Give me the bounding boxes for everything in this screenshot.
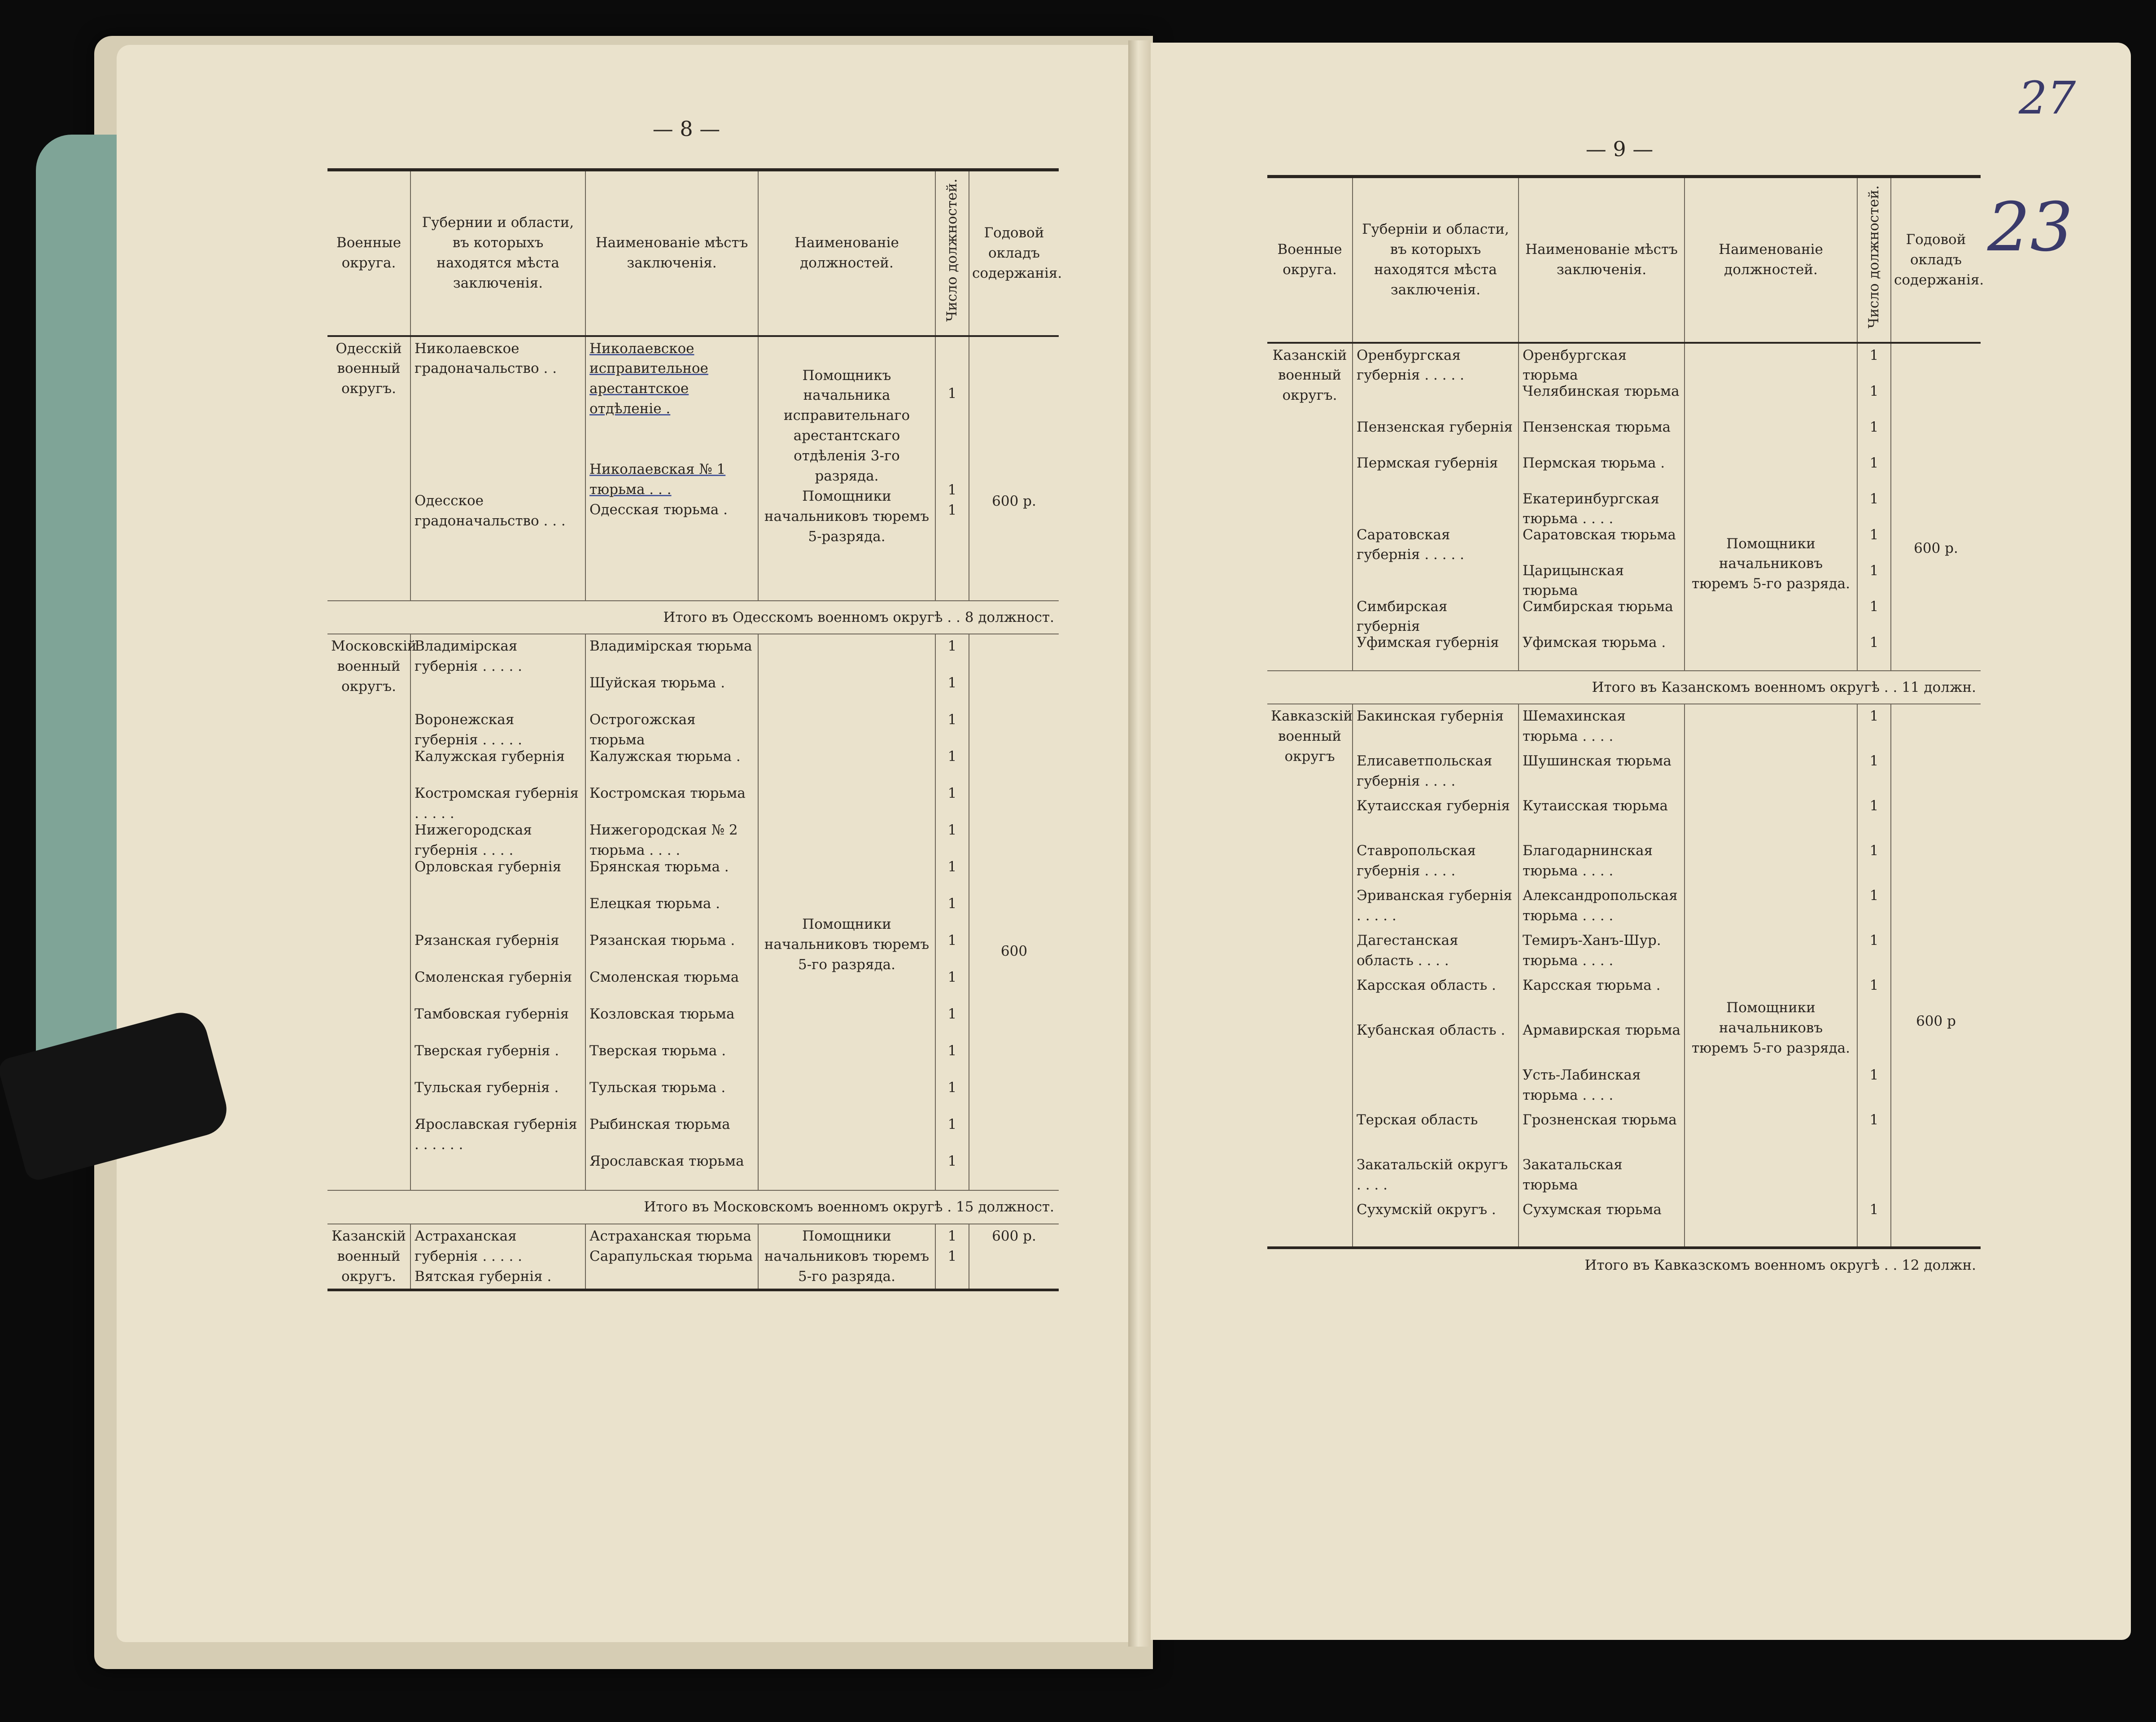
province-name: Воронежская губернія . . . . . <box>415 712 523 748</box>
place-cell <box>1519 343 1685 671</box>
prison-name: Смоленская тюрьма <box>589 969 739 986</box>
count-value: 1 <box>1869 526 1879 543</box>
prison-name: Усть-Лабинская тюрьма . . . . <box>1523 1067 1641 1104</box>
left-page-table <box>327 168 1062 1291</box>
count-value: 1 <box>1869 708 1879 725</box>
province-name: Ярославская губернія . . . . . . <box>415 1116 577 1153</box>
odessa-total: Итого въ Одесскомъ военномъ округѣ . . 8 должност. <box>327 601 1059 634</box>
province-name: Нижегородская губернія . . . . <box>415 822 532 859</box>
province-name: Ставропольская губернія . . . . <box>1357 843 1476 879</box>
count-value: 1 <box>947 675 957 691</box>
province-name: Саратовская губернія . . . . . <box>1357 526 1465 563</box>
prison-name: Александропольская тюрьма . . . . <box>1523 887 1678 924</box>
count-cell <box>1857 704 1891 1248</box>
header-districts: Военные округа. <box>327 170 410 336</box>
count-value: 1 <box>1869 753 1879 769</box>
prison-name: Костромская тюрьма <box>589 785 746 802</box>
count-value: 1 <box>1869 419 1879 435</box>
prison-name: Царицынская тюрьма <box>1523 562 1624 599</box>
count-value: 1 <box>1869 887 1879 904</box>
prison-name: Темиръ-Ханъ-Шур. тюрьма . . . . <box>1523 932 1661 969</box>
count-value: 1 <box>1869 455 1879 471</box>
count-value: 1 <box>1869 562 1879 579</box>
province-cell: Астраханская губернія . . . . . Вятская губернія . <box>410 1224 585 1290</box>
count-value <box>1861 1020 1887 1065</box>
page-number-left: — 8 — <box>652 117 720 141</box>
prison-name: Благодарнинская тюрьма . . . . <box>1523 843 1653 879</box>
province-name: Тульская губернія . <box>415 1080 559 1096</box>
handwritten-old-folio-number: 23 <box>1987 188 2073 267</box>
prison-name: Екатеринбургская тюрьма . . . . <box>1523 490 1659 527</box>
province-name <box>415 1151 581 1188</box>
salary-cell: 600 <box>969 634 1059 1190</box>
header-places: Наименованіе мѣстъ заключенія. <box>585 170 758 336</box>
prison-name: Закатальская тюрьма <box>1523 1157 1623 1193</box>
prison-name: Нижегородская № 2 тюрьма . . . . <box>589 822 738 859</box>
province-name: Закатальскій округъ . . . . <box>1357 1157 1508 1193</box>
prison-name: Пензенская тюрьма <box>1523 419 1671 435</box>
count-value: 1 <box>947 1006 957 1023</box>
province-name: Пензенская губернія <box>1357 419 1513 435</box>
prison-name: Козловская тюрьма <box>589 1006 735 1023</box>
province-name: Костромская губернія . . . . . <box>415 785 579 822</box>
province-cell: Николаевское градоначальство . . Одесское градоначальство . . . <box>410 336 585 601</box>
count-value: 1 <box>947 969 957 986</box>
count-value: 1 <box>947 785 957 802</box>
province-name: Елисаветпольская губернія . . . . <box>1357 753 1493 790</box>
province-name <box>1357 561 1514 597</box>
header-posts: Наименованіе должностей. <box>758 170 935 336</box>
book-gutter <box>1128 40 1151 1647</box>
header-provinces: Губернии и области, въ которыхъ находятся мѣста заключенія. <box>410 170 585 336</box>
province-name: Сухумскій округъ . <box>1357 1202 1496 1218</box>
count-value: 1 <box>1869 977 1879 994</box>
province-cell <box>410 634 585 1190</box>
province-name: Кутаисская губернія <box>1357 798 1510 814</box>
province-name <box>415 894 581 931</box>
prison-name: Тульская тюрьма . <box>589 1080 726 1096</box>
count-value: 1 <box>947 822 957 839</box>
right-page-table <box>1267 175 1984 1282</box>
post-cell: Помощники начальниковъ тюремъ 5-го разряда. <box>1685 704 1857 1248</box>
prison-name: Брянская тюрьма . <box>589 859 729 875</box>
header-places: Наименованіе мѣстъ заключенія. <box>1519 177 1685 343</box>
moscow-total: Итого въ Московскомъ военномъ округѣ . 15 должност. <box>327 1190 1059 1224</box>
province-name: Тамбовская губернія <box>415 1006 569 1023</box>
count-value: 1 <box>947 748 957 765</box>
count-value: 1 <box>947 1116 957 1133</box>
count-value: 1 <box>1869 932 1879 949</box>
district-cell: Кавказскій военный округъ <box>1267 704 1353 1248</box>
post-cell: Помощники начальниковъ тюремъ 5-го разряда. <box>1685 343 1857 671</box>
province-name <box>415 673 581 710</box>
salary-cell: 600 р. <box>969 336 1059 601</box>
district-cell: Московскій военный округъ. <box>331 638 417 695</box>
prison-name: Саратовская тюрьма <box>1523 526 1676 543</box>
count-cell: 1 1 <box>935 1224 969 1290</box>
prison-name: Уфимская тюрьма . <box>1523 634 1666 651</box>
header-salary: Годовой окладъ содержанія. <box>969 170 1059 336</box>
count-value: 1 <box>1869 490 1879 507</box>
prison-name: Челябинская тюрьма <box>1523 383 1680 399</box>
prison-name: Калужская тюрьма . <box>589 748 741 765</box>
province-name: Пермская губернія <box>1357 455 1498 471</box>
count-value: 1 <box>947 896 957 912</box>
province-name: Терская область <box>1357 1112 1478 1128</box>
post-cell: Помощники начальниковъ тюремъ 5-го разряда. <box>758 634 935 1190</box>
salary-cell: 600 р. <box>1891 343 1981 671</box>
prison-name: Шуйская тюрьма . <box>589 675 725 691</box>
post-cell: Помощникъ начальника исправительнаго арестантскаго отдѣленія 3-го разряда. Помощники начальниковъ тюремъ 5-разряда. <box>758 336 935 601</box>
prison-name: Кутаисская тюрьма <box>1523 798 1668 814</box>
post-cell: Помощники начальниковъ тюремъ 5-го разряда. <box>758 1224 935 1290</box>
handwritten-folio-number: 27 <box>2019 72 2076 124</box>
count-value: 1 <box>947 1080 957 1096</box>
count-value: 1 <box>1869 843 1879 859</box>
salary-cell: 600 р. <box>969 1224 1059 1290</box>
province-cell <box>1353 343 1519 671</box>
province-name: Рязанская губернія <box>415 932 559 949</box>
place-cell <box>1519 704 1685 1248</box>
count-value: 1 <box>1869 1067 1879 1084</box>
province-name: Уфимская губернія <box>1357 634 1499 651</box>
prison-name: Рязанская тюрьма . <box>589 932 735 949</box>
count-value: 1 <box>947 859 957 875</box>
caucasus-total: Итого въ Кавказскомъ военномъ округѣ . . 12 должн. <box>1267 1248 1981 1282</box>
prison-name: Рыбинская тюрьма <box>589 1116 730 1133</box>
header-salary: Годовой окладъ содержанія. <box>1891 177 1981 343</box>
count-value: 1 <box>1869 383 1879 399</box>
province-name: Карсская область . <box>1357 977 1496 994</box>
province-name <box>1357 381 1514 417</box>
header-districts: Военные округа. <box>1267 177 1353 343</box>
prison-name: Шушинская тюрьма <box>1523 753 1672 769</box>
count-value: 1 <box>1869 634 1879 651</box>
district-cell: Казанскій военный округъ. <box>1272 347 1347 404</box>
place-cell: Астраханская тюрьма Сарапульская тюрьма <box>585 1224 758 1290</box>
place-cell: Николаевское исправительноe арестантское отдѣленіе . Николаевская № 1 тюрьма . . . Одесская тюрьма . <box>585 336 758 601</box>
place-cell <box>585 634 758 1190</box>
salary-cell: 600 р <box>1891 704 1981 1248</box>
province-name: Оренбургская губернія . . . . . <box>1357 347 1465 384</box>
province-name: Эриванская губернія . . . . . <box>1357 887 1512 924</box>
province-name: Орловская губернія <box>415 859 562 875</box>
page-number-right: — 9 — <box>1585 137 1654 161</box>
header-posts: Наименованіе должностей. <box>1685 177 1857 343</box>
province-name: Дагестанская область . . . . <box>1357 932 1458 969</box>
count-value <box>1861 1155 1887 1200</box>
kazan-total: Итого въ Казанскомъ военномъ округѣ . . 11 должн. <box>1267 671 1981 704</box>
prison-name: Грозненская тюрьма <box>1523 1112 1677 1128</box>
prison-name: Сухумская тюрьма <box>1523 1202 1662 1218</box>
count-value: 1 <box>947 932 957 949</box>
count-value: 1 <box>947 1153 957 1170</box>
province-name: Калужская губернія <box>415 748 565 765</box>
prison-name: Елецкая тюрьма . <box>589 896 720 912</box>
prison-name: Карсская тюрьма . <box>1523 977 1661 994</box>
district-cell: Одесскій военный округъ. <box>336 340 402 397</box>
province-name <box>1357 489 1514 525</box>
prison-name: Шемахинская тюрьма . . . . <box>1523 708 1626 745</box>
province-name: Симбирская губернія <box>1357 598 1448 635</box>
province-name: Тверская губернія . <box>415 1043 559 1059</box>
count-cell <box>1857 343 1891 671</box>
count-value: 1 <box>1869 1112 1879 1128</box>
header-count: Число должностей. <box>1857 177 1891 343</box>
count-cell: 1 1 1 <box>935 336 969 601</box>
count-value: 1 <box>1869 1202 1879 1218</box>
prison-name: Острогожская тюрьма <box>589 712 696 748</box>
prison-name: Армавирская тюрьма <box>1523 1022 1680 1039</box>
prison-name: Симбирская тюрьма <box>1523 598 1673 615</box>
count-value: 1 <box>1869 347 1879 363</box>
count-value: 1 <box>1869 798 1879 814</box>
province-name: Смоленская губернія <box>415 969 572 986</box>
province-name: Кубанская область . <box>1357 1022 1506 1039</box>
province-cell <box>1353 704 1519 1248</box>
count-value: 1 <box>947 1043 957 1059</box>
count-value: 1 <box>947 638 957 655</box>
header-count: Число должностей. <box>935 170 969 336</box>
prison-name: Пермская тюрьма . <box>1523 455 1665 471</box>
count-value: 1 <box>947 712 957 728</box>
header-provinces: Губерніи и области, въ которыхъ находятся мѣста заключенія. <box>1353 177 1519 343</box>
prison-name: Ярославская тюрьма <box>589 1153 744 1170</box>
province-name <box>1357 1065 1514 1110</box>
count-cell <box>935 634 969 1190</box>
province-name: Бакинская губернія <box>1357 708 1504 725</box>
prison-name: Владимірская тюрьма <box>589 638 752 655</box>
prison-name: Оренбургская тюрьма <box>1523 347 1627 384</box>
province-name: Владимірская губернія . . . . . <box>415 638 523 675</box>
count-value: 1 <box>1869 598 1879 615</box>
prison-name: Тверская тюрьма . <box>589 1043 726 1059</box>
district-cell: Казанскій военный округъ. <box>327 1224 410 1290</box>
